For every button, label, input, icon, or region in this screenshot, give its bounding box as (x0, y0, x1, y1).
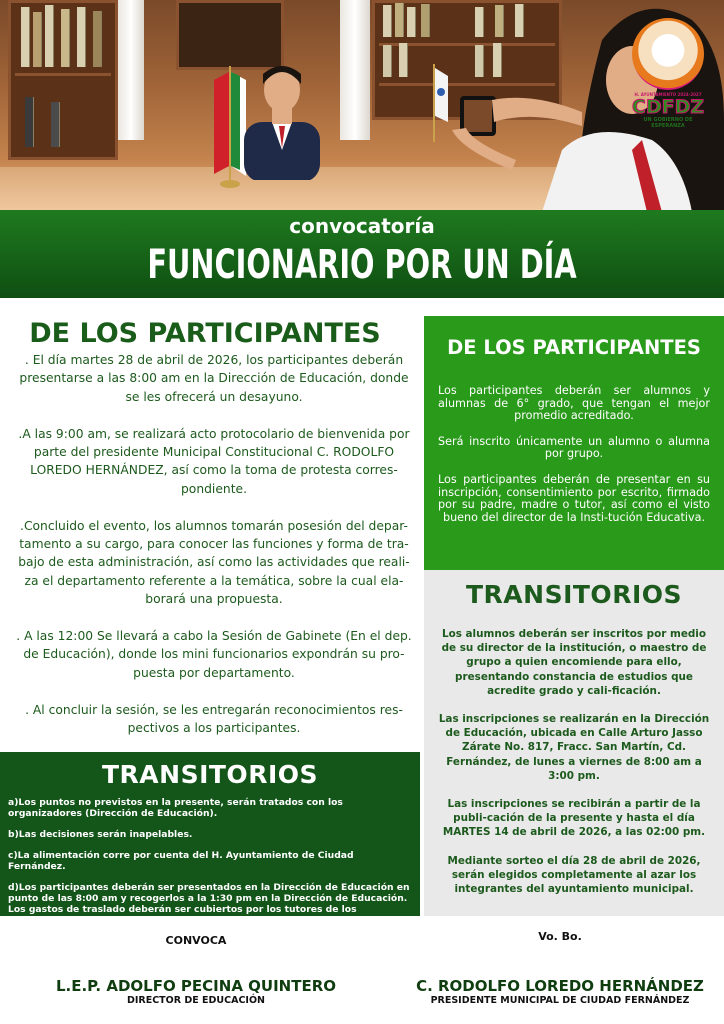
logo-sub-text: UN GOBIERNO DE ESPERANZA (643, 117, 693, 129)
list-item: a)Los puntos no previstos en la presente, serán tratados con los organizadores (Dirección de Educación). (8, 797, 343, 819)
transitorios-right-box (424, 570, 724, 916)
participantes-right-box (424, 316, 724, 570)
signature-left-label: CONVOCA (165, 934, 227, 947)
banner-subtitle: convocatoría (289, 214, 435, 238)
list-item: c)La alimentación corre por cuenta del H. Ayuntamiento de Ciudad Fernández. (8, 850, 354, 872)
right-gray-paragraph: Los alumnos deberán ser inscritos por medio de su director de la institución, o maestro de grupo a quien encomiende para ello, presentando constancia de estudios que acredite grado y cali-ficación. (441, 628, 707, 697)
transitorios-left-box (0, 752, 420, 926)
signature-left-role: DIRECTOR DE EDUCACIÓN (126, 995, 265, 1006)
student-boy (232, 60, 332, 180)
list-item: b)Las decisiones serán inapelables. (8, 829, 193, 840)
left-paragraph: .A las 9:00 am, se realizará acto protocolario de bienvenida por parte del presidente Municipal Constitucional C. RODOLFO LOREDO HERNÁNDEZ, así como la toma de protesta corres-pondiente. (18, 426, 410, 496)
right-gray-paragraph: Mediante sorteo el día 28 de abril de 2026, serán elegidos completamente al azar los integrantes del ayuntamiento municipal. (447, 854, 701, 896)
left-heading: DE LOS PARTICIPANTES (29, 318, 381, 349)
logo-emblem (632, 18, 704, 90)
right-gray-paragraph: Las inscripciones se recibirán a partir de la publi-cación de la presente y hasta el día MARTES 14 de abril de 2026, a las 02:00 pm. (442, 798, 706, 839)
signature-right-name: C. RODOLFO LOREDO HERNÁNDEZ (416, 977, 704, 995)
right-green-paragraph: Los participantes deberán de presentar en su inscripción, consentimiento por escrito, firmado por su padre, madre o tutor, así como el visto bueno del director de la Insti-tución Educativa. (438, 472, 710, 524)
right-green-paragraph: Los participantes deberán ser alumnos y alumnas de 6° grado, que tengan el mejor promedio acreditado. (438, 384, 710, 423)
page-title: FUNCIONARIO POR UN DÍA (147, 242, 577, 288)
left-paragraph: . El día martes 28 de abril de 2026, los participantes deberán presentarse a las 8:00 am en la Dirección de Educación, donde se les ofrecerá un desayuno. (19, 353, 409, 404)
logo-small-text: H. AYUNTAMIENTO 2024-2027 (634, 92, 702, 97)
list-item: d)Los participantes deberán ser presentados en la Dirección de Educación en punto de las 8:00 am y recogerlos a la 1:30 pm en la Dirección de Educación. Los gastos de traslado deberán ser cubiertos por los tutores de los participantes. (8, 882, 410, 926)
left-paragraph: . A las 12:00 Se llevará a cabo la Sesión de Gabinete (En el dep. de Educación), donde los mini funcionarios expondrán su pro-puesta por departamento. (16, 629, 412, 680)
header-photo (0, 0, 724, 212)
transitorios-left-heading: TRANSITORIOS (102, 760, 318, 789)
right-gray-heading: TRANSITORIOS (466, 580, 682, 609)
left-paragraph: .Concluido el evento, los alumnos tomarán posesión del depar-tamento a su cargo, para conocer las funciones y forma de tra-bajo de esta administración, así como las actividades que reali-za el departamento referente a la temática, sobre la cual ela-borará una propuesta. (18, 518, 410, 607)
transitorios-left-list (0, 789, 420, 926)
right-green-paragraph: Será inscrito únicamente un alumno o alumna por grupo. (438, 434, 710, 461)
right-green-heading: DE LOS PARTICIPANTES (447, 336, 701, 359)
left-paragraph: . Al concluir la sesión, se les entregarán reconocimientos res-pectivos a los participantes. (25, 702, 403, 736)
signature-right-role: PRESIDENTE MUNICIPAL DE CIUDAD FERNÁNDEZ (430, 995, 690, 1006)
curtain-left (118, 0, 144, 140)
right-gray-body (424, 627, 724, 896)
title-banner (0, 210, 724, 298)
signature-left (0, 934, 392, 1006)
bookshelf-left (8, 0, 118, 160)
right-gray-paragraph: Las inscripciones se realizarán en la Dirección de Educación, ubicada en Calle Arturo Jasso Zárate No. 817, Fracc. San Martín, Cd. Fernández, de lunes a viernes de 8:00 am a 3:00 pm. (438, 713, 710, 782)
signature-right (396, 930, 724, 1006)
left-body (12, 351, 416, 756)
curtain-right (340, 0, 370, 140)
signature-right-label: Vo. Bo. (538, 930, 582, 943)
right-green-body (424, 385, 724, 524)
logo-big-text: CDFDZ (631, 96, 705, 118)
signature-left-name: L.E.P. ADOLFO PECINA QUINTERO (55, 977, 336, 995)
municipal-logo (626, 18, 710, 142)
